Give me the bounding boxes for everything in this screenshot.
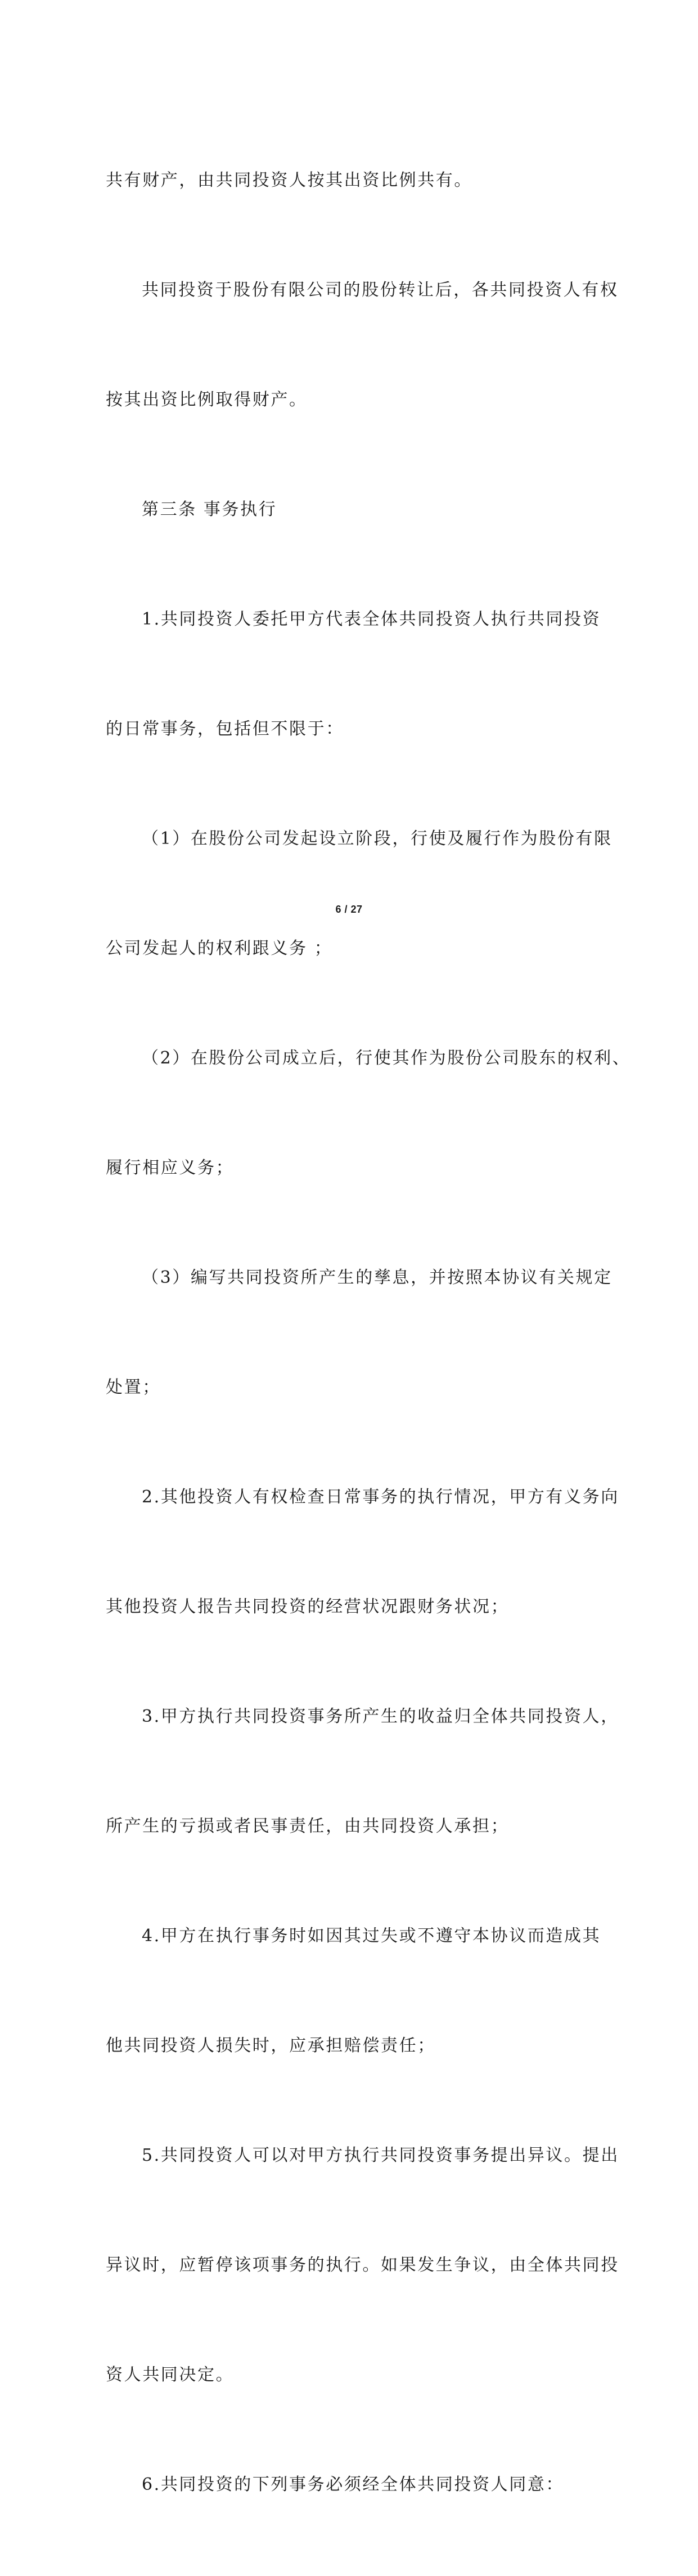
text-line: 5.共同投资人可以对甲方执行共同投资事务提出异议。提出 bbox=[142, 2146, 619, 2165]
text-line: （1）在股份公司发起设立阶段，行使及履行作为股份有限 bbox=[142, 829, 613, 849]
text-line: 1.共同投资人委托甲方代表全体共同投资人执行共同投资 bbox=[142, 609, 601, 629]
text-line: 履行相应义务； bbox=[106, 1158, 235, 1178]
text-line: 按其出资比例取得财产。 bbox=[106, 390, 308, 410]
section-heading: 第三条 事务执行 bbox=[142, 500, 277, 519]
body-text bbox=[106, 89, 631, 2576]
document-body bbox=[106, 89, 631, 2576]
text-line: 6.共同投资的下列事务必须经全体共同投资人同意： bbox=[142, 2475, 565, 2494]
text-line: 异议时，应暂停该项事务的执行。如果发生争议，由全体共同投 bbox=[106, 2255, 619, 2275]
text-line: （2）在股份公司成立后，行使其作为股份公司股东的权利、 bbox=[142, 1048, 631, 1068]
text-line: （3）编写共同投资所产生的孳息，并按照本协议有关规定 bbox=[142, 1268, 613, 1287]
text-line: 共有财产，由共同投资人按其出资比例共有。 bbox=[106, 170, 472, 190]
text-line: 4.甲方在执行事务时如因其过失或不遵守本协议而造成其 bbox=[142, 1926, 601, 1946]
text-line: 处置； bbox=[106, 1377, 161, 1397]
text-line: 其他投资人报告共同投资的经营状况跟财务状况； bbox=[106, 1597, 510, 1617]
text-line: 他共同投资人损失时，应承担赔偿责任； bbox=[106, 2036, 436, 2056]
page-number: 6 / 27 bbox=[335, 904, 363, 915]
text-line: 3.甲方执行共同投资事务所产生的收益归全体共同投资人， bbox=[142, 1707, 619, 1726]
text-line: 公司发起人的权利跟义务 ； bbox=[106, 939, 333, 958]
text-line: 共同投资于股份有限公司的股份转让后，各共同投资人有权 bbox=[142, 280, 619, 300]
text-line: 资人共同决定。 bbox=[106, 2365, 235, 2385]
text-line: 2.其他投资人有权检查日常事务的执行情况，甲方有义务向 bbox=[142, 1487, 619, 1507]
text-line: 的日常事务，包括但不限于： bbox=[106, 719, 344, 739]
text-line: 所产生的亏损或者民事责任，由共同投资人承担； bbox=[106, 1816, 510, 1836]
